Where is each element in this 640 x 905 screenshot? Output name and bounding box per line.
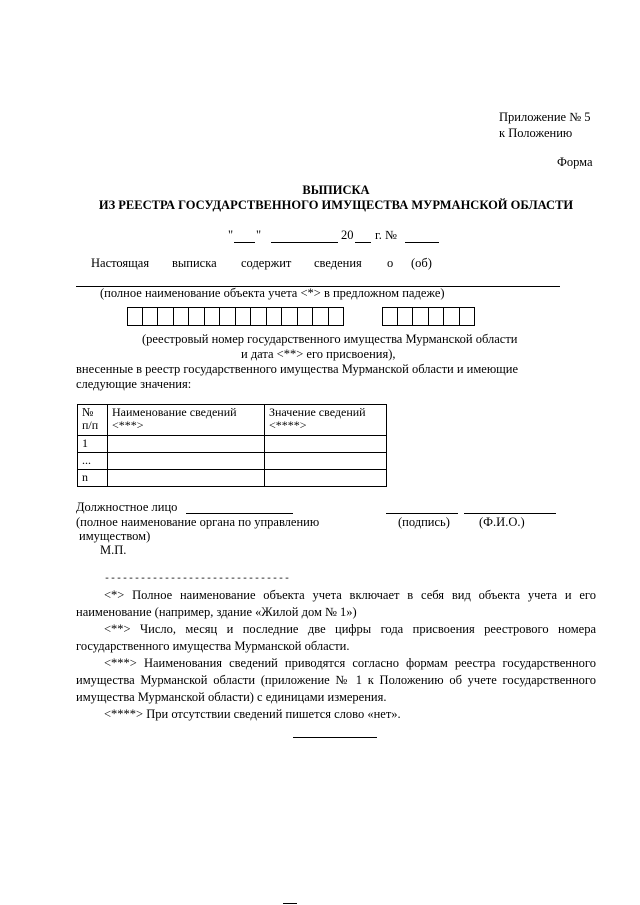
month-blank: [271, 242, 338, 243]
appendix-regulation: к Положению: [499, 126, 573, 140]
table-row: [78, 470, 387, 487]
footnote-separator: -------------------------------: [104, 574, 291, 585]
day-blank: [234, 242, 255, 243]
footnote-2: <**> Число, месяц и последние две цифры года присвоения реестрового номера государственного имущества Мурманской области.: [76, 622, 596, 653]
signature-caption: (подпись): [398, 515, 450, 529]
row-num: n: [78, 470, 108, 487]
signature-blank: [386, 513, 458, 514]
page-bottom-mark: [283, 903, 297, 904]
row-num: ...: [78, 453, 108, 470]
entered-line1: внесенные в реестр государственного имущества Мурманской области и имеющие: [76, 362, 519, 376]
official-label: Должностное лицо: [76, 500, 178, 514]
intro-word-5: о: [387, 256, 394, 270]
org-caption-line1: (полное наименование органа по управлению: [76, 515, 320, 529]
row-value: [265, 470, 387, 487]
doc-title-line1: ВЫПИСКА: [302, 183, 370, 197]
name-caption: (Ф.И.О.): [479, 515, 525, 529]
row-value: [265, 453, 387, 470]
row-name: [108, 470, 265, 487]
table-row: [78, 436, 387, 453]
year-prefix: 20: [341, 228, 354, 242]
footnote-3: <***> Наименования сведений приводятся согласно формам реестра государственного имущества Мурманской области (приложение № 1 к Положению об учете государственного имущества Мурманской области) с единицами измерения.: [76, 656, 596, 704]
footnote-4: <****> При отсутствии сведений пишется слово «нет».: [104, 707, 401, 721]
intro-word-1: Настоящая: [91, 256, 150, 270]
row-name: [108, 453, 265, 470]
registry-caption-line1: (реестровый номер государственного имущества Мурманской области: [142, 332, 518, 346]
footnote-1: <*> Полное наименование объекта учета включает в себя вид объекта учета и его наименование (например, здание «Жилой дом № 1»): [76, 588, 596, 619]
intro-word-6: (об): [411, 256, 432, 270]
appendix-number: Приложение № 5: [499, 110, 591, 124]
intro-word-3: содержит: [241, 256, 292, 270]
entered-line2: следующие значения:: [76, 377, 192, 391]
official-blank: [186, 513, 293, 514]
closing-rule: [293, 737, 377, 738]
number-blank: [405, 242, 439, 243]
form-label: Форма: [557, 155, 593, 169]
object-caption: (полное наименование объекта учета <*> в предложном падеже): [100, 286, 445, 300]
number-label: г. №: [375, 228, 397, 242]
intro-word-4: сведения: [314, 256, 362, 270]
info-table: [77, 404, 387, 487]
row-value: [265, 436, 387, 453]
table-header-row: [78, 405, 387, 436]
row-name: [108, 436, 265, 453]
registry-date-boxes: [382, 307, 475, 326]
name-blank: [464, 513, 556, 514]
date-quote-open: ": [228, 228, 234, 242]
registry-number-boxes: [127, 307, 344, 326]
registry-caption-line2: и дата <**> его присвоения),: [241, 347, 396, 361]
org-caption-line2: имуществом): [79, 529, 151, 543]
intro-word-2: выписка: [172, 256, 217, 270]
header-cell-name: Наименование сведений <***>: [108, 405, 265, 436]
header-cell-value: Значение сведений <****>: [265, 405, 387, 436]
doc-title-line2: ИЗ РЕЕСТРА ГОСУДАРСТВЕННОГО ИМУЩЕСТВА МУРМАНСКОЙ ОБЛАСТИ: [98, 198, 574, 212]
header-cell-num: № п/п: [78, 405, 108, 436]
table-row: [78, 453, 387, 470]
year-blank: [355, 242, 371, 243]
seal-label: М.П.: [100, 543, 127, 557]
date-quote-close: ": [256, 228, 262, 242]
row-num: 1: [78, 436, 108, 453]
